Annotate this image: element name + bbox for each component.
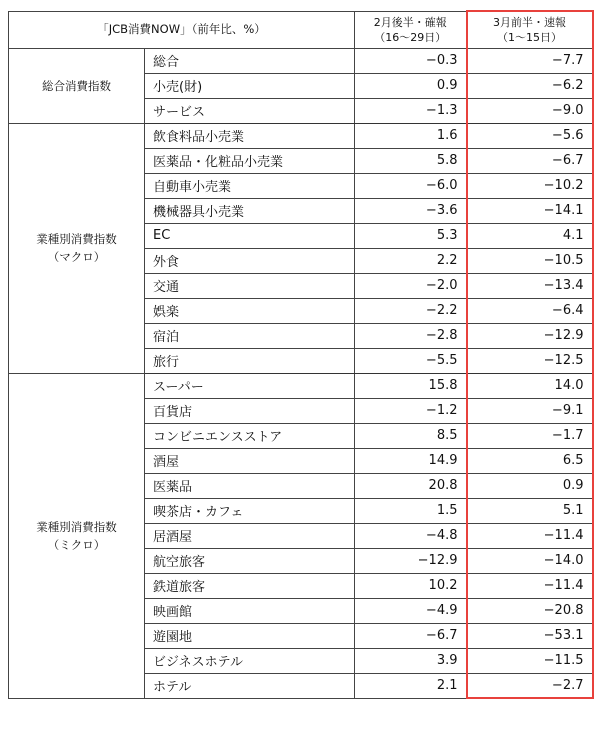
value-mar-cell: −14.0 — [467, 548, 593, 573]
value-mar-cell: −2.7 — [467, 673, 593, 698]
value-feb-cell: 1.6 — [355, 123, 467, 148]
value-feb-cell: −4.9 — [355, 598, 467, 623]
value-mar-cell: 14.0 — [467, 373, 593, 398]
category-cell: 外食 — [145, 248, 355, 273]
table-row — [9, 48, 593, 73]
category-cell: 航空旅客 — [145, 548, 355, 573]
group-label — [9, 373, 145, 698]
value-mar-cell: 5.1 — [467, 498, 593, 523]
value-mar-cell: 4.1 — [467, 223, 593, 248]
category-cell: コンビニエンスストア — [145, 423, 355, 448]
column-header-feb-line2: （16〜29日） — [374, 30, 447, 44]
category-cell: 機械器具小売業 — [145, 198, 355, 223]
category-cell: 娯楽 — [145, 298, 355, 323]
header-row — [9, 11, 593, 48]
value-mar-cell: −14.1 — [467, 198, 593, 223]
value-feb-cell: −3.6 — [355, 198, 467, 223]
group-label-line: （ミクロ） — [47, 537, 106, 552]
value-mar-cell: −9.1 — [467, 398, 593, 423]
category-cell: 酒屋 — [145, 448, 355, 473]
column-header-feb — [355, 11, 467, 48]
value-feb-cell: 8.5 — [355, 423, 467, 448]
value-feb-cell: −0.3 — [355, 48, 467, 73]
table-body — [9, 48, 593, 698]
value-feb-cell: −2.0 — [355, 273, 467, 298]
category-cell: 遊園地 — [145, 623, 355, 648]
category-cell: ホテル — [145, 673, 355, 698]
category-cell: 鉄道旅客 — [145, 573, 355, 598]
value-feb-cell: 1.5 — [355, 498, 467, 523]
value-feb-cell: 14.9 — [355, 448, 467, 473]
value-feb-cell: −12.9 — [355, 548, 467, 573]
value-feb-cell: 3.9 — [355, 648, 467, 673]
category-cell: 旅行 — [145, 348, 355, 373]
value-mar-cell: −10.2 — [467, 173, 593, 198]
category-cell: スーパー — [145, 373, 355, 398]
value-mar-cell: −10.5 — [467, 248, 593, 273]
group-label-line: （マクロ） — [47, 250, 106, 264]
value-mar-cell: −6.7 — [467, 148, 593, 173]
category-cell: 小売(財) — [145, 73, 355, 98]
value-mar-cell: −9.0 — [467, 98, 593, 123]
value-feb-cell: 10.2 — [355, 573, 467, 598]
column-header-mar-line1: 3月前半・速報 — [493, 15, 566, 29]
consumption-table-container — [8, 10, 594, 699]
value-feb-cell: −6.7 — [355, 623, 467, 648]
category-cell: 総合 — [145, 48, 355, 73]
category-cell: 交通 — [145, 273, 355, 298]
value-feb-cell: 15.8 — [355, 373, 467, 398]
value-feb-cell: 20.8 — [355, 473, 467, 498]
column-header-mar — [467, 11, 593, 48]
group-label — [9, 123, 145, 373]
value-feb-cell: −2.8 — [355, 323, 467, 348]
table-row — [9, 123, 593, 148]
value-feb-cell: −6.0 — [355, 173, 467, 198]
category-cell: 百貨店 — [145, 398, 355, 423]
category-cell: ビジネスホテル — [145, 648, 355, 673]
category-cell: 喫茶店・カフェ — [145, 498, 355, 523]
value-feb-cell: −4.8 — [355, 523, 467, 548]
group-label-line: 業種別消費指数 — [36, 232, 117, 246]
value-feb-cell: −5.5 — [355, 348, 467, 373]
value-mar-cell: −11.4 — [467, 523, 593, 548]
value-mar-cell: −7.7 — [467, 48, 593, 73]
column-header-feb-line1: 2月後半・確報 — [373, 15, 447, 29]
value-mar-cell: 0.9 — [467, 473, 593, 498]
column-header-mar-line2: （1〜15日） — [497, 30, 562, 44]
value-mar-cell: −13.4 — [467, 273, 593, 298]
value-feb-cell: −2.2 — [355, 298, 467, 323]
value-mar-cell: −20.8 — [467, 598, 593, 623]
category-cell: 医薬品 — [145, 473, 355, 498]
category-cell: 宿泊 — [145, 323, 355, 348]
value-mar-cell: −12.5 — [467, 348, 593, 373]
value-feb-cell: 5.3 — [355, 223, 467, 248]
value-mar-cell: −11.4 — [467, 573, 593, 598]
value-feb-cell: 2.2 — [355, 248, 467, 273]
value-mar-cell: −1.7 — [467, 423, 593, 448]
value-mar-cell: −53.1 — [467, 623, 593, 648]
category-cell: 居酒屋 — [145, 523, 355, 548]
group-label-line: 総合消費指数 — [42, 78, 111, 93]
value-mar-cell: 6.5 — [467, 448, 593, 473]
category-cell: サービス — [145, 98, 355, 123]
table-title: 「JCB消費NOW」（前年比、%） — [9, 11, 355, 48]
value-feb-cell: −1.3 — [355, 98, 467, 123]
group-label — [9, 48, 145, 123]
group-label-line: 業種別消費指数 — [36, 519, 117, 534]
value-mar-cell: −6.4 — [467, 298, 593, 323]
value-feb-cell: 0.9 — [355, 73, 467, 98]
consumption-table — [8, 10, 594, 699]
value-mar-cell: −12.9 — [467, 323, 593, 348]
category-cell: EC — [145, 223, 355, 248]
value-mar-cell: −6.2 — [467, 73, 593, 98]
value-feb-cell: −1.2 — [355, 398, 467, 423]
category-cell: 映画館 — [145, 598, 355, 623]
category-cell: 自動車小売業 — [145, 173, 355, 198]
table-row — [9, 373, 593, 398]
value-mar-cell: −11.5 — [467, 648, 593, 673]
category-cell: 医薬品・化粧品小売業 — [145, 148, 355, 173]
category-cell: 飲食料品小売業 — [145, 123, 355, 148]
value-feb-cell: 5.8 — [355, 148, 467, 173]
value-mar-cell: −5.6 — [467, 123, 593, 148]
value-feb-cell: 2.1 — [355, 673, 467, 698]
